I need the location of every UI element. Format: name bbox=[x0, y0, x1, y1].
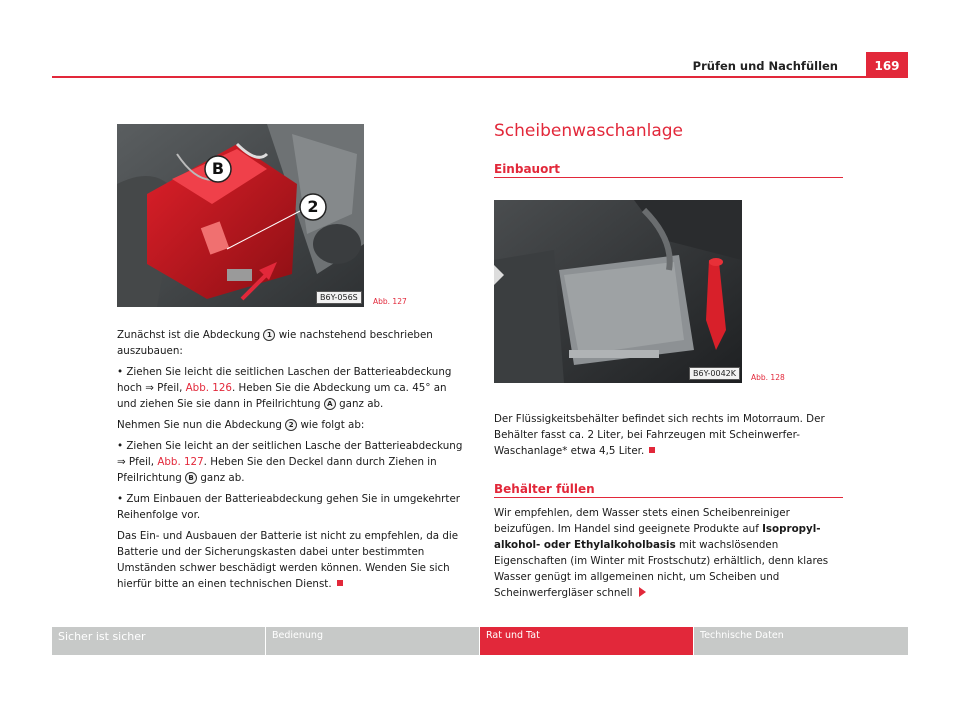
behaelter-text bbox=[494, 505, 844, 606]
badge-a: A bbox=[324, 398, 336, 410]
badge-b: B bbox=[185, 472, 197, 484]
subheading-rule bbox=[494, 497, 843, 498]
ref-abb-127[interactable]: Abb. 127 bbox=[157, 456, 204, 468]
cover-2-paragraph: Nehmen Sie nun die Abdeckung 2 wie folgt ab: bbox=[117, 419, 365, 431]
continue-arrow-icon bbox=[639, 587, 646, 597]
callout-b: B bbox=[211, 159, 225, 178]
reservoir-photo-illustration bbox=[494, 200, 742, 383]
header-rule bbox=[52, 76, 908, 78]
subheading-behaelter-fuellen: Behälter füllen bbox=[494, 482, 595, 496]
page-number: 169 bbox=[866, 52, 908, 78]
step-1-bullet: • Ziehen Sie leicht die seitlichen Laschen der Batterieabdeckung hoch ⇒ Pfeil, Abb. 126. Heben Sie die Abdeckung um ca. 45° an und ziehen Sie sie dann in Pfeilrichtung A ganz ab. bbox=[117, 366, 452, 410]
figure-127-caption: Abb. 127 bbox=[373, 297, 407, 306]
einbauort-text bbox=[494, 411, 844, 464]
end-of-section-mark bbox=[649, 447, 655, 453]
end-of-section-mark bbox=[337, 580, 343, 586]
einbauort-paragraph: Der Flüssigkeitsbehälter befindet sich rechts im Motorraum. Der Behälter fasst ca. 2 Liter, bei Fahrzeugen mit Scheinwerfer-Waschanlage* etwa 4,5 Liter. bbox=[494, 413, 825, 457]
step-2-bullet: • Ziehen Sie leicht an der seitlichen Lasche der Batterieabdeckung ⇒ Pfeil, Abb. 127. Heben Sie den Deckel dann durch Ziehen in Pfeilrichtung B ganz ab. bbox=[117, 440, 463, 484]
callout-2: 2 bbox=[307, 197, 319, 216]
behaelter-paragraph: Wir empfehlen, dem Wasser stets einen Scheibenreiniger beizufügen. Im Handel sind geeignete Produkte auf Isopropyl-alkohol- oder Ethylalkoholbasis mit wachslösenden Eigenschaften (im Winter mit Frostschutz) erhältlich, denn klares Wasser genügt im allgemeinen nicht, um Scheiben und Scheinwerfergläser schnell bbox=[494, 507, 829, 599]
subheading-rule bbox=[494, 177, 843, 178]
intro-paragraph: Zunächst ist die Abdeckung 1 wie nachstehend beschrieben auszubauen: bbox=[117, 329, 433, 357]
figure-127-battery-cover-photo bbox=[117, 124, 364, 307]
badge-2: 2 bbox=[285, 419, 297, 431]
badge-1: 1 bbox=[263, 329, 275, 341]
footer-tab-bedienung[interactable]: Bedienung bbox=[266, 627, 479, 655]
footer-tab-technische-daten[interactable]: Technische Daten bbox=[694, 627, 908, 655]
figure-128-code: B6Y-0042K bbox=[689, 367, 740, 380]
footer-tab-rat-und-tat[interactable]: Rat und Tat bbox=[480, 627, 693, 655]
subheading-einbauort: Einbauort bbox=[494, 162, 560, 176]
footer-tab-sicher[interactable]: Sicher ist sicher bbox=[52, 627, 265, 655]
battery-photo-illustration bbox=[117, 124, 364, 307]
figure-127-code: B6Y-056S bbox=[316, 291, 362, 304]
running-header-title: Prüfen und Nachfüllen bbox=[692, 59, 838, 73]
left-column-text bbox=[117, 327, 467, 597]
ref-abb-126[interactable]: Abb. 126 bbox=[185, 382, 232, 394]
step-3-bullet: • Zum Einbauen der Batterieabdeckung gehen Sie in umgekehrter Reihenfolge vor. bbox=[117, 493, 461, 521]
section-title: Scheibenwaschanlage bbox=[494, 121, 684, 141]
figure-128-washer-reservoir-photo bbox=[494, 200, 742, 383]
warning-paragraph: Das Ein- und Ausbauen der Batterie ist nicht zu empfehlen, da die Batterie und der Sicherungskasten dabei unter bestimmten Umständen schwer beschädigt werden können. Wenden Sie sich hierfür bitte an einen technischen Dienst. bbox=[117, 530, 459, 590]
figure-128-caption: Abb. 128 bbox=[751, 373, 785, 382]
